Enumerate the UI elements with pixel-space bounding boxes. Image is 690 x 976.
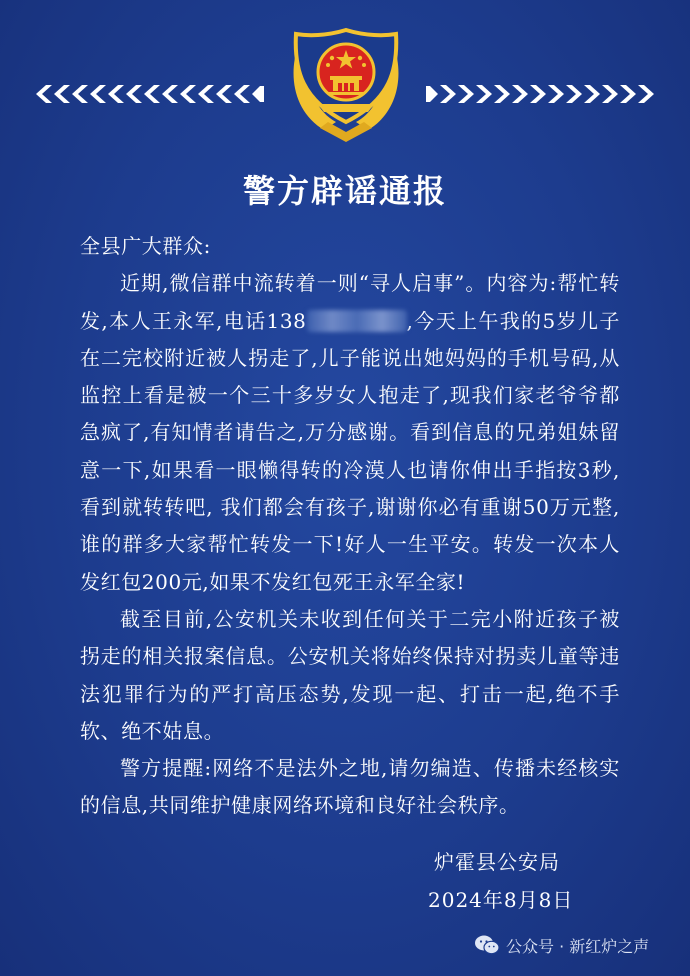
paragraph-rumor-content [80, 265, 620, 601]
notice-body [80, 228, 620, 825]
paragraph-police-statement: 截至目前,公安机关未收到任何关于二完小附近孩子被拐走的相关报案信息。公安机关将始终保持对拐卖儿童等违法犯罪行为的严打高压态势,发现一起、打击一起,绝不手软、绝不姑息。 [80, 606, 620, 743]
signature-organization: 炉霍县公安局 [434, 850, 560, 874]
left-chevron-decoration [34, 78, 264, 110]
notice-title: 警方辟谣通报 [242, 172, 447, 210]
salutation: 全县广大群众: [80, 234, 211, 258]
watermark [474, 932, 649, 958]
right-chevron-decoration [426, 78, 656, 110]
police-emblem-icon [284, 26, 408, 144]
watermark-text: 公众号 · 新红炉之声 [506, 936, 650, 956]
redacted-phone-number [307, 310, 407, 332]
signature-date: 2024年8月8日 [428, 888, 574, 912]
rumor-text-part2: ,今天上午我的5岁儿子在二完校附近被人拐走了,儿子能说出她妈妈的手机号码,从监控上看是被一个三十多岁女人抱走了,现我们家老爷爷都急疯了,有知情者请告之,万分感谢。看到信息的兄弟姐妹留意一下,如果看一眼懒得转的冷漠人也请你伸出手指按3秒,看到就转转吧, 我们都会有孩子,谢谢你必有重谢50万元整,谁的群多大家帮忙转发一下!好人一生平安。转发一次本人发红包200元,如果不发红包死王永军全家! [80, 308, 620, 594]
wechat-official-account-icon [474, 934, 500, 956]
rumor-text-part1: 近期,微信群中流转着一则“寻人启事”。内容为:帮忙转发,本人王永军,电话138 [80, 271, 620, 333]
paragraph-police-reminder: 警方提醒:网络不是法外之地,请勿编造、传播未经核实的信息,共同维护健康网络环境和良好社会秩序。 [80, 756, 620, 818]
chevron-stripes-icon [426, 82, 656, 106]
chevron-stripes-icon [34, 82, 264, 106]
